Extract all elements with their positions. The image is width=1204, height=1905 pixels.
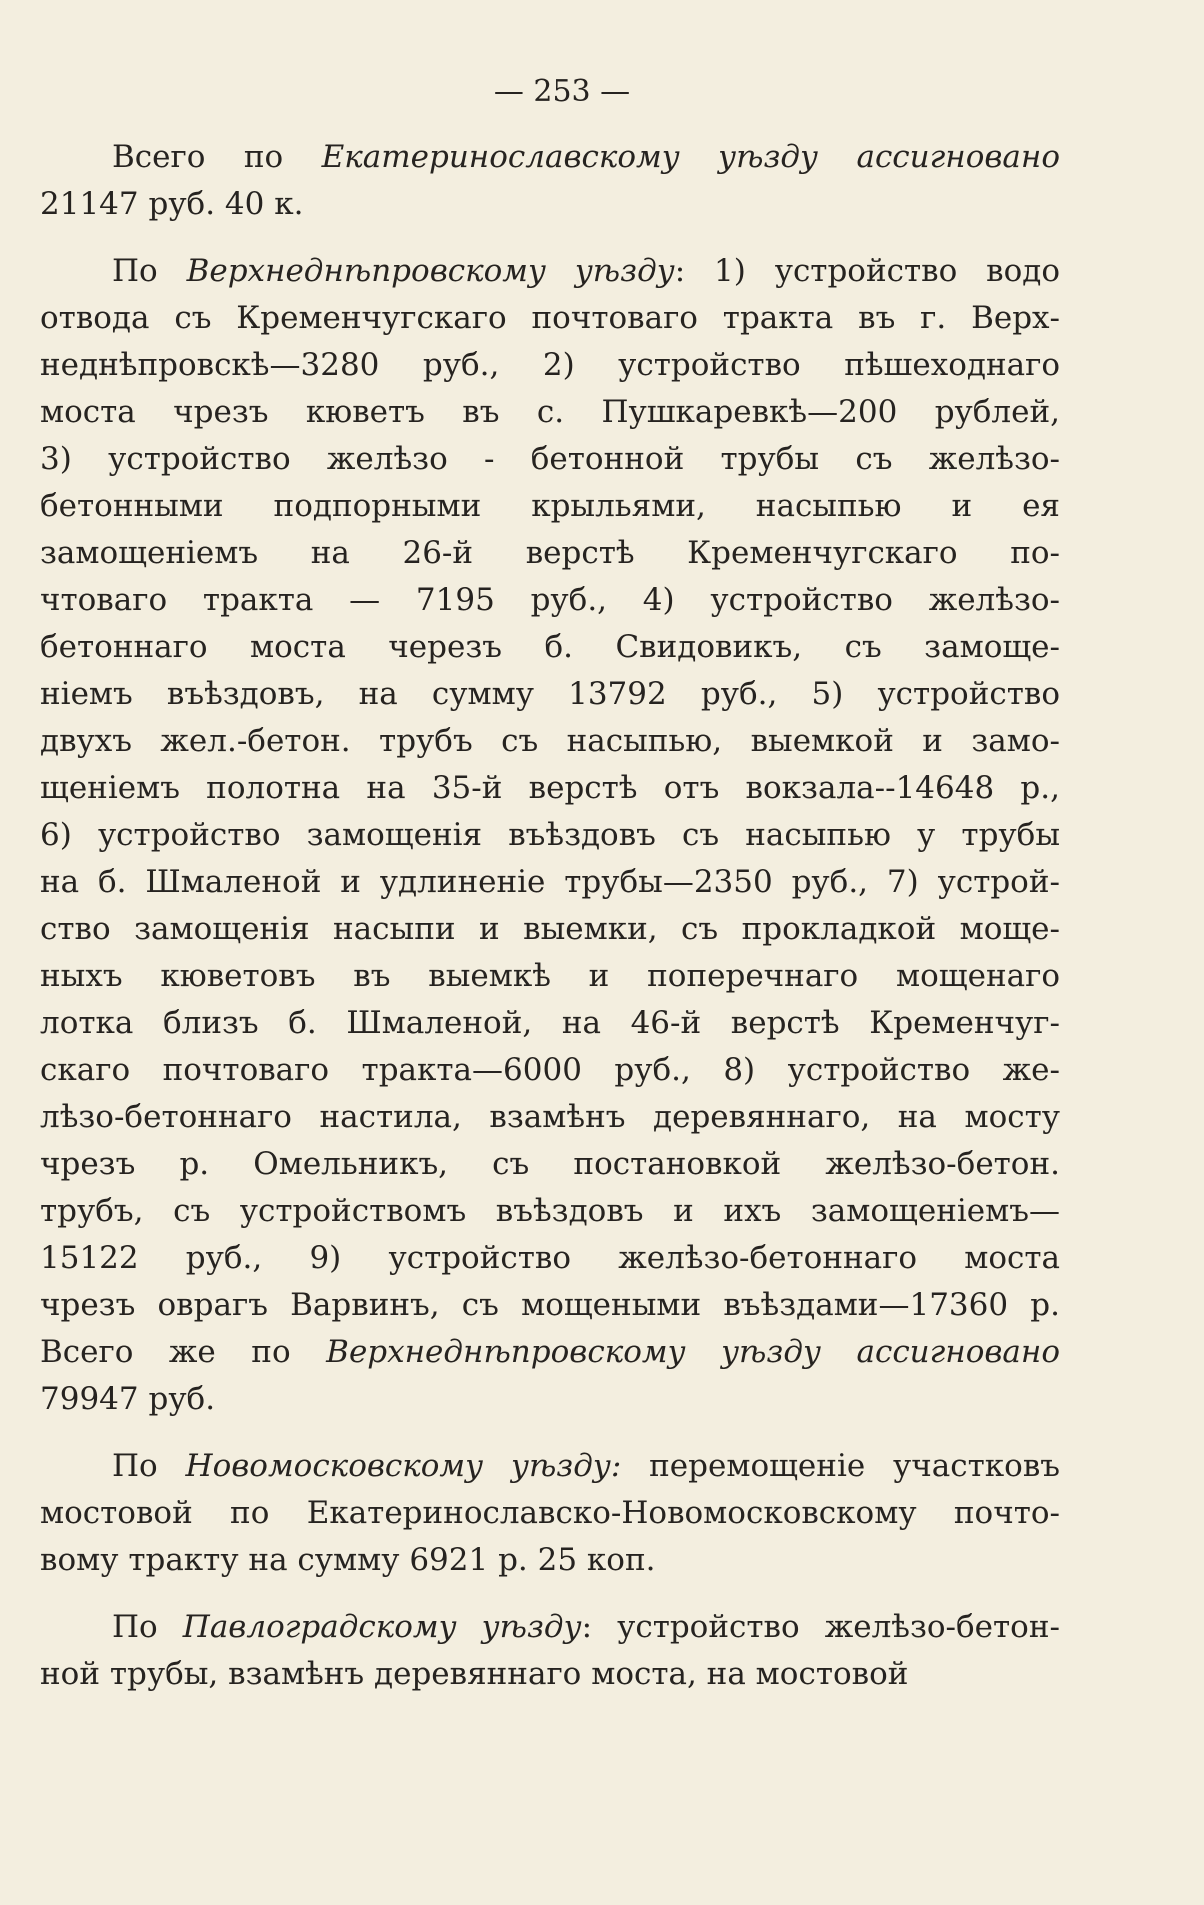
text-line bbox=[40, 342, 1060, 389]
text-line bbox=[40, 1443, 1060, 1490]
text-segment: бетонными подпорными крыльями, насыпью и ея bbox=[40, 488, 1060, 524]
text-line bbox=[40, 1000, 1060, 1047]
text-segment: лотка близъ б. Шмаленой, на 46-й верстѣ Кременчуг- bbox=[40, 1005, 1060, 1041]
text-line bbox=[40, 1188, 1060, 1235]
text-line bbox=[40, 389, 1060, 436]
paragraph bbox=[40, 134, 1060, 228]
text-line bbox=[40, 248, 1060, 295]
text-line bbox=[40, 906, 1060, 953]
text-segment: 6) устройство замощенія въѣздовъ съ насыпью у трубы bbox=[40, 817, 1060, 853]
text-segment: 21147 руб. 40 к. bbox=[40, 186, 304, 222]
paragraph bbox=[40, 1604, 1060, 1698]
text-line bbox=[40, 181, 1060, 228]
text-segment: По bbox=[112, 1448, 186, 1484]
text-segment: перемощеніе участковъ bbox=[621, 1448, 1060, 1484]
text-line bbox=[40, 1282, 1060, 1329]
text-segment: мостовой по Екатеринославско-Новомосковскому почто- bbox=[40, 1495, 1060, 1531]
text-line bbox=[40, 859, 1060, 906]
text-segment: 15122 руб., 9) устройство желѣзо-бетоннаго моста bbox=[40, 1240, 1060, 1276]
text-line bbox=[40, 1537, 1060, 1584]
text-segment: чтоваго тракта — 7195 руб., 4) устройство желѣзо- bbox=[40, 582, 1060, 618]
text-line bbox=[40, 1141, 1060, 1188]
text-line bbox=[40, 134, 1060, 181]
text-segment: Всего по bbox=[112, 139, 322, 175]
text-line bbox=[40, 1047, 1060, 1094]
text-segment: чрезъ оврагъ Варвинъ, съ мощеными въѣздами—17360 р. bbox=[40, 1287, 1060, 1323]
text-segment: вому тракту на сумму 6921 р. 25 коп. bbox=[40, 1542, 656, 1578]
text-line bbox=[40, 1490, 1060, 1537]
text-segment: трубъ, съ устройствомъ въѣздовъ и ихъ замощеніемъ— bbox=[40, 1193, 1060, 1229]
text-segment: неднѣпровскѣ—3280 руб., 2) устройство пѣшеходнаго bbox=[40, 347, 1060, 383]
text-segment: ство замощенія насыпи и выемки, съ прокладкой моще- bbox=[40, 911, 1060, 947]
paragraph bbox=[40, 1443, 1060, 1584]
italic-text: Верхнеднѣпровскому уѣзду bbox=[186, 253, 675, 289]
text-segment: 79947 руб. bbox=[40, 1381, 216, 1417]
document-body bbox=[40, 134, 1060, 1698]
text-line bbox=[40, 812, 1060, 859]
text-line bbox=[40, 624, 1060, 671]
text-segment: щеніемъ полотна на 35-й верстѣ отъ вокзала--14648 р., bbox=[40, 770, 1060, 806]
text-segment: 3) устройство желѣзо - бетонной трубы съ желѣзо- bbox=[40, 441, 1060, 477]
page-number: — 253 — bbox=[493, 74, 631, 109]
document-page bbox=[40, 74, 1060, 1718]
text-line bbox=[40, 295, 1060, 342]
text-segment: : 1) устройство водо bbox=[674, 253, 1060, 289]
text-segment: ныхъ кюветовъ въ выемкѣ и поперечнаго мощенаго bbox=[40, 958, 1060, 994]
text-line bbox=[40, 671, 1060, 718]
text-line bbox=[40, 1235, 1060, 1282]
text-segment: ной трубы, взамѣнъ деревяннаго моста, на мостовой bbox=[40, 1656, 909, 1692]
text-line bbox=[40, 1329, 1060, 1376]
text-line bbox=[40, 483, 1060, 530]
italic-text: Верхнеднѣпровскому уѣзду ассигновано bbox=[326, 1334, 1060, 1370]
text-segment: бетоннаго моста черезъ б. Свидовикъ, съ замоще- bbox=[40, 629, 1060, 665]
text-segment: замощеніемъ на 26-й верстѣ Кременчугскаго по- bbox=[40, 535, 1060, 571]
text-segment: ніемъ въѣздовъ, на сумму 13792 руб., 5) устройство bbox=[40, 676, 1060, 712]
italic-text: Новомосковскому уѣзду: bbox=[185, 1448, 622, 1484]
text-segment: Всего же по bbox=[40, 1334, 327, 1370]
text-segment: По bbox=[112, 1609, 183, 1645]
text-line bbox=[40, 577, 1060, 624]
text-segment: : устройство желѣзо-бетон- bbox=[581, 1609, 1060, 1645]
text-line bbox=[40, 1604, 1060, 1651]
text-line bbox=[40, 1094, 1060, 1141]
text-segment: скаго почтоваго тракта—6000 руб., 8) устройство же- bbox=[40, 1052, 1060, 1088]
text-line bbox=[40, 436, 1060, 483]
italic-text: Павлоградскому уѣзду bbox=[182, 1609, 582, 1645]
text-line bbox=[40, 953, 1060, 1000]
text-segment: чрезъ р. Омельникъ, съ постановкой желѣзо-бетон. bbox=[40, 1146, 1060, 1182]
text-line bbox=[40, 530, 1060, 577]
italic-text: Екатеринославскому уѣзду ассигновано bbox=[321, 139, 1060, 175]
text-segment: моста чрезъ кюветъ въ с. Пушкаревкѣ—200 рублей, bbox=[40, 394, 1060, 430]
text-line bbox=[40, 1651, 1060, 1698]
text-line bbox=[40, 718, 1060, 765]
text-line bbox=[40, 1376, 1060, 1423]
text-segment: двухъ жел.-бетон. трубъ съ насыпью, выемкой и замо- bbox=[40, 723, 1060, 759]
text-segment: лѣзо-бетоннаго настила, взамѣнъ деревяннаго, на мосту bbox=[40, 1099, 1060, 1135]
text-line bbox=[40, 765, 1060, 812]
text-segment: отвода съ Кременчугскаго почтоваго тракта въ г. Верх- bbox=[40, 300, 1060, 336]
text-segment: на б. Шмаленой и удлиненіе трубы—2350 руб., 7) устрой- bbox=[40, 864, 1060, 900]
text-segment: По bbox=[112, 253, 187, 289]
paragraph bbox=[40, 248, 1060, 1423]
